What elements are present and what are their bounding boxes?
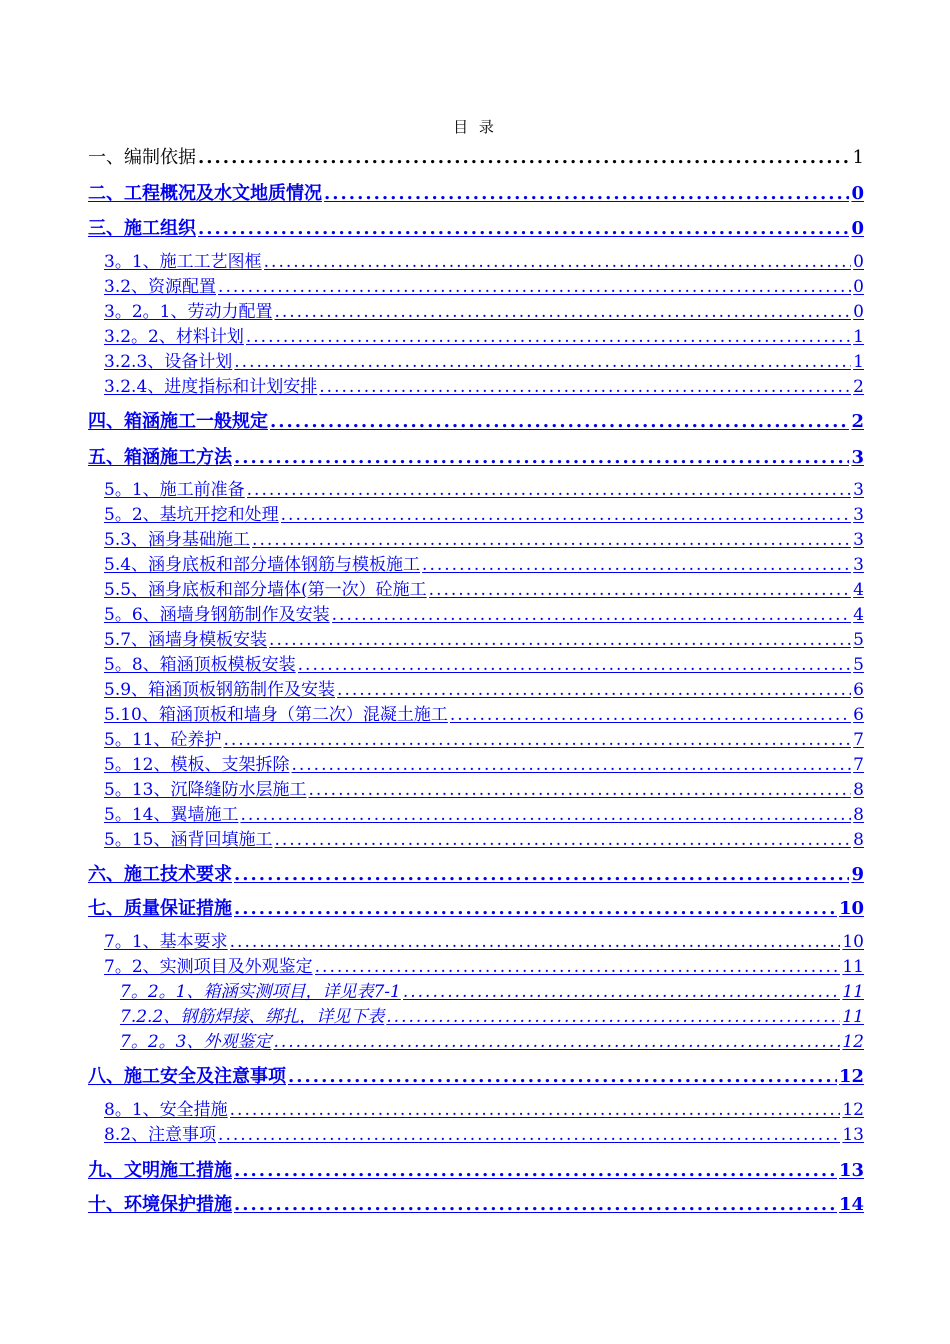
- toc-entry-title: 5.7、涵墙身模板安装: [104, 630, 268, 650]
- toc-entry-page: 13: [838, 1160, 864, 1181]
- toc-entry-page: 7: [853, 755, 864, 775]
- toc-dot-leader: [319, 375, 851, 400]
- toc-entry[interactable]: [104, 1123, 864, 1148]
- toc-entry[interactable]: [104, 628, 864, 653]
- toc-dot-leader: [270, 409, 849, 434]
- toc-dot-leader: [198, 145, 851, 170]
- toc-entry-title: 5。6、涵墙身钢筋制作及安装: [104, 605, 330, 625]
- toc-entry-page: 8: [853, 805, 864, 825]
- toc-dot-leader: [234, 896, 837, 921]
- toc-entry-page: 11: [842, 1007, 864, 1027]
- toc-entry-page: 3: [853, 555, 864, 575]
- toc-entry-page: 8: [853, 780, 864, 800]
- toc-dot-leader: [234, 1158, 837, 1183]
- toc-entry-page: 6: [853, 705, 864, 725]
- toc-entry-title: 十、环境保护措施: [88, 1194, 232, 1215]
- toc-entry[interactable]: [88, 896, 864, 921]
- toc-entry-title: 5。8、箱涵顶板模板安装: [104, 655, 296, 675]
- toc-dot-leader: [450, 703, 851, 728]
- toc-entry[interactable]: [88, 409, 864, 434]
- toc-entry[interactable]: [88, 862, 864, 887]
- toc-dot-leader: [218, 275, 851, 300]
- toc-entry-title: 5。2、基坑开挖和处理: [104, 505, 279, 525]
- toc-dot-leader: [223, 728, 851, 753]
- toc-entry-title: 5。11、砼养护: [104, 730, 222, 750]
- toc-entry-page: 3: [853, 530, 864, 550]
- toc-entry-title: 一、编制依据: [88, 147, 196, 168]
- toc-entry-page: 0: [853, 277, 864, 297]
- toc-dot-leader: [252, 528, 851, 553]
- toc-entry-title: 5.3、涵身基础施工: [104, 530, 251, 550]
- toc-entry-page: 1: [853, 327, 864, 347]
- toc-entry-page: 10: [842, 932, 864, 952]
- toc-entry[interactable]: [104, 803, 864, 828]
- toc-entry-title: 八、施工安全及注意事项: [88, 1066, 286, 1087]
- toc-entry[interactable]: [88, 1192, 864, 1217]
- toc-entry-title: 3.2.4、进度指标和计划安排: [104, 377, 318, 397]
- toc-entry-title: 三、施工组织: [88, 218, 196, 239]
- toc-entry-title: 七、质量保证措施: [88, 898, 232, 919]
- toc-entry-title: 5。13、沉降缝防水层施工: [104, 780, 307, 800]
- toc-dot-leader: [281, 503, 852, 528]
- toc-entry[interactable]: [104, 828, 864, 853]
- toc-entry-title: 7。2。1、箱涵实测项目，详见表7-1: [120, 982, 401, 1002]
- toc-entry[interactable]: [104, 528, 864, 553]
- toc-entry-title: 8.2、注意事项: [104, 1125, 217, 1145]
- toc-entry-page: 11: [842, 957, 864, 977]
- toc-entry[interactable]: [104, 678, 864, 703]
- toc-entry[interactable]: [104, 930, 864, 955]
- toc-entry-title: 3.2、资源配置: [104, 277, 217, 297]
- toc-dot-leader: [324, 181, 849, 206]
- toc-entry-title: 五、箱涵施工方法: [88, 447, 232, 468]
- toc-entry-title: 5。15、涵背回填施工: [104, 830, 273, 850]
- toc-entry-page: 10: [838, 898, 864, 919]
- toc-dot-leader: [273, 1030, 840, 1055]
- toc-entry[interactable]: [104, 778, 864, 803]
- toc-dot-leader: [274, 300, 851, 325]
- toc-entry[interactable]: [120, 1005, 864, 1030]
- toc-entry-title: 四、箱涵施工一般规定: [88, 411, 268, 432]
- toc-entry[interactable]: [104, 653, 864, 678]
- toc-entry[interactable]: [120, 1030, 864, 1055]
- toc-entry[interactable]: [88, 216, 864, 241]
- toc-entry-page: 3: [853, 480, 864, 500]
- toc-entry-page: 4: [853, 580, 864, 600]
- toc-dot-leader: [218, 1123, 840, 1148]
- toc-entry[interactable]: [104, 753, 864, 778]
- toc-entry[interactable]: [88, 445, 864, 470]
- toc-entry[interactable]: [120, 980, 864, 1005]
- toc-entry-page: 14: [838, 1194, 864, 1215]
- toc-entry-page: 1: [853, 352, 864, 372]
- toc-entry-title: 3。1、施工工艺图框: [104, 252, 262, 272]
- toc-dot-leader: [198, 216, 849, 241]
- toc-entry-page: 0: [853, 302, 864, 322]
- toc-entry[interactable]: [104, 325, 864, 350]
- toc-entry[interactable]: [104, 603, 864, 628]
- toc-dot-leader: [403, 980, 841, 1005]
- toc-dot-leader: [315, 955, 841, 980]
- toc-entry[interactable]: [104, 553, 864, 578]
- toc-dot-leader: [298, 653, 852, 678]
- toc-entry-title: 5.9、箱涵顶板钢筋制作及安装: [104, 680, 336, 700]
- toc-entry-title: 8。1、安全措施: [104, 1100, 228, 1120]
- toc-entry-title: 六、施工技术要求: [88, 864, 232, 885]
- toc-entry[interactable]: [104, 503, 864, 528]
- toc-dot-leader: [308, 778, 851, 803]
- toc-entry[interactable]: [104, 375, 864, 400]
- toc-entry-title: 5。12、模板、支架拆除: [104, 755, 290, 775]
- toc-entry-page: 3: [851, 447, 864, 468]
- toc-entry-page: 5: [853, 655, 864, 675]
- toc-dot-leader: [422, 553, 851, 578]
- toc-entry[interactable]: [104, 250, 864, 275]
- toc-dot-leader: [386, 1005, 840, 1030]
- toc-entry-title: 3.2.3、设备计划: [104, 352, 233, 372]
- toc-entry[interactable]: [104, 478, 864, 503]
- toc-entry-page: 1: [852, 147, 864, 168]
- toc-entry-title: 5.4、涵身底板和部分墙体钢筋与模板施工: [104, 555, 421, 575]
- toc-entry: [88, 145, 864, 170]
- toc-dot-leader: [246, 325, 851, 350]
- toc-entry-page: 0: [851, 183, 864, 204]
- toc-entry-page: 9: [851, 864, 864, 885]
- toc-dot-leader: [269, 628, 851, 653]
- toc-entry[interactable]: [104, 1098, 864, 1123]
- toc-entry-page: 4: [853, 605, 864, 625]
- toc-dot-leader: [274, 828, 851, 853]
- toc-entry-title: 7。2。3、外观鉴定: [120, 1032, 272, 1052]
- toc-dot-leader: [234, 350, 851, 375]
- toc-entry-page: 0: [851, 218, 864, 239]
- toc-entry-page: 6: [853, 680, 864, 700]
- toc-entry-page: 11: [842, 982, 864, 1002]
- page-title: 目 录: [453, 118, 497, 136]
- toc-entry-title: 3。2。1、劳动力配置: [104, 302, 273, 322]
- toc-dot-leader: [337, 678, 851, 703]
- toc-entry-title: 3.2。2、材料计划: [104, 327, 244, 347]
- toc-entry-page: 2: [851, 411, 864, 432]
- toc-entry[interactable]: [88, 181, 864, 206]
- toc-entry-page: 2: [853, 377, 864, 397]
- toc-entry[interactable]: [104, 300, 864, 325]
- toc-entry[interactable]: [104, 578, 864, 603]
- toc-dot-leader: [288, 1064, 837, 1089]
- toc-entry[interactable]: [104, 703, 864, 728]
- toc-entry-title: 7.2.2、钢筋焊接、绑扎，详见下表: [120, 1007, 385, 1027]
- toc-dot-leader: [234, 445, 849, 470]
- toc-dot-leader: [230, 1098, 841, 1123]
- toc-entry-page: 5: [853, 630, 864, 650]
- toc-entry-title: 二、工程概况及水文地质情况: [88, 183, 322, 204]
- toc-dot-leader: [234, 862, 849, 887]
- toc-dot-leader: [264, 250, 852, 275]
- toc-entry-page: 3: [853, 505, 864, 525]
- toc-entry-page: 12: [838, 1066, 864, 1087]
- toc-dot-leader: [234, 1192, 837, 1217]
- toc-entry[interactable]: [104, 728, 864, 753]
- toc-entry-page: 0: [853, 252, 864, 272]
- toc-dot-leader: [240, 803, 851, 828]
- toc-entry-title: 5。1、施工前准备: [104, 480, 245, 500]
- toc-entry-title: 5.5、涵身底板和部分墙体(第一次）砼施工: [104, 580, 427, 600]
- toc-entry-title: 5。14、翼墙施工: [104, 805, 239, 825]
- toc-entry-title: 7。1、基本要求: [104, 932, 228, 952]
- toc-dot-leader: [291, 753, 851, 778]
- toc-entry-page: 13: [842, 1125, 864, 1145]
- toc-dot-leader: [247, 478, 852, 503]
- toc-entry-title: 7。2、实测项目及外观鉴定: [104, 957, 313, 977]
- toc-entry-page: 7: [853, 730, 864, 750]
- toc-entry-title: 九、文明施工措施: [88, 1160, 232, 1181]
- toc-dot-leader: [332, 603, 852, 628]
- toc-dot-leader: [230, 930, 841, 955]
- toc-entry-page: 12: [842, 1032, 864, 1052]
- toc-entry[interactable]: [104, 350, 864, 375]
- toc-entry[interactable]: [88, 1064, 864, 1089]
- toc-dot-leader: [429, 578, 852, 603]
- toc-entry[interactable]: [104, 275, 864, 300]
- toc-entry[interactable]: [88, 1158, 864, 1183]
- toc-entry[interactable]: [104, 955, 864, 980]
- toc-entry-page: 12: [842, 1100, 864, 1120]
- toc-entry-title: 5.10、箱涵顶板和墙身（第二次）混凝土施工: [104, 705, 448, 725]
- toc-entry-page: 8: [853, 830, 864, 850]
